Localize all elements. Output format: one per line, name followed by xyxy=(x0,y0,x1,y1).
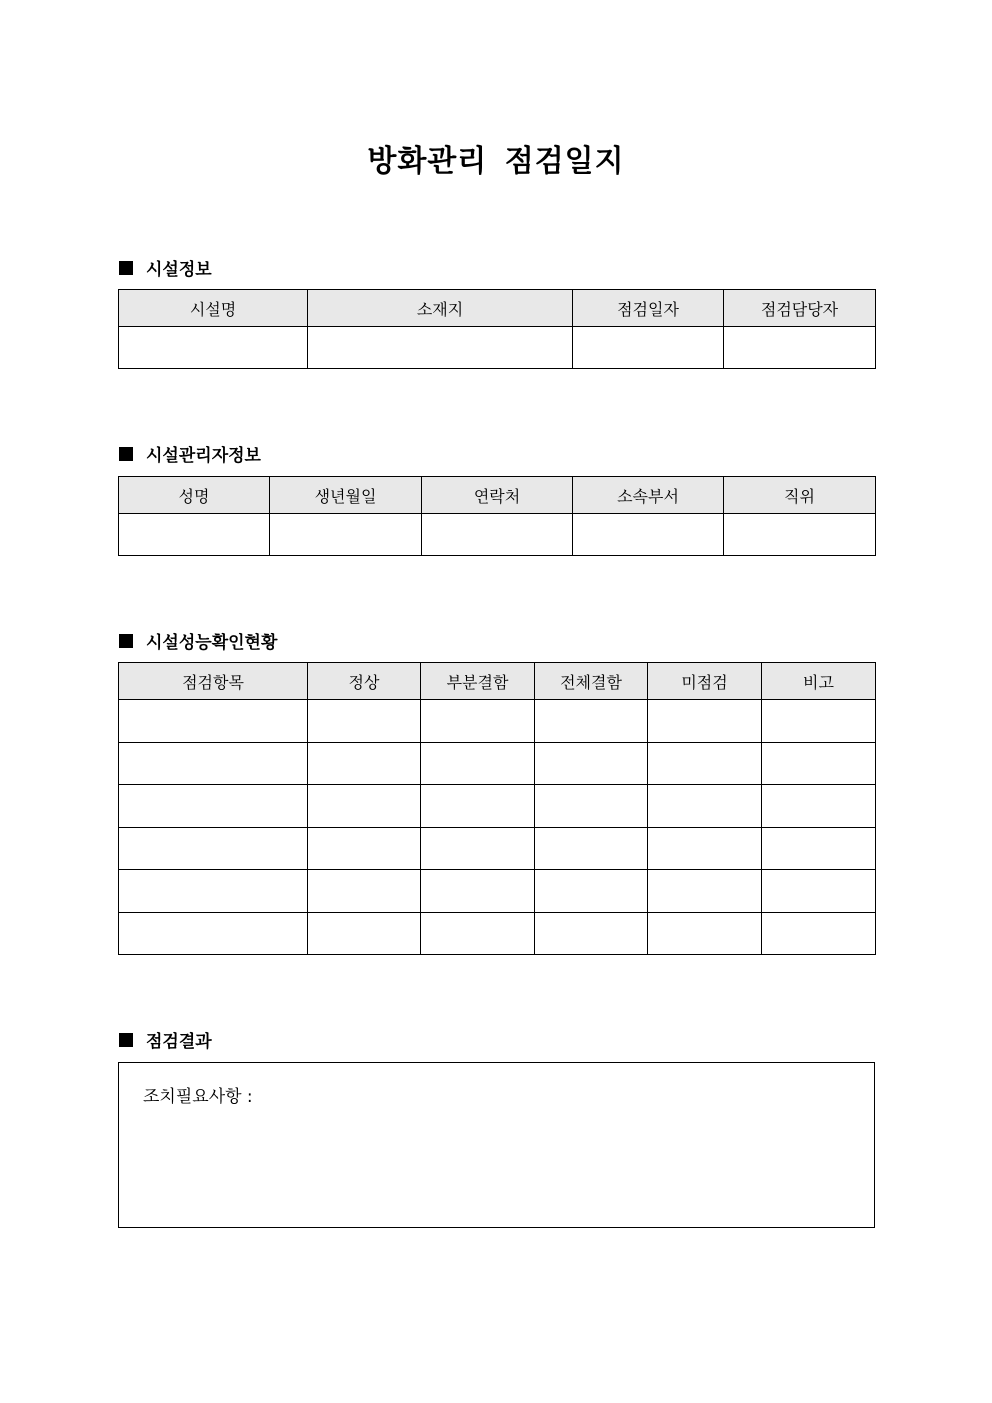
input-cell[interactable] xyxy=(119,327,308,369)
input-cell[interactable] xyxy=(535,742,648,785)
column-header: 소재지 xyxy=(308,290,573,327)
table-row xyxy=(119,742,876,785)
input-cell[interactable] xyxy=(535,827,648,870)
input-cell[interactable] xyxy=(762,785,876,828)
input-cell[interactable] xyxy=(762,912,876,955)
input-cell[interactable] xyxy=(421,785,535,828)
result-text-area[interactable] xyxy=(118,1062,875,1228)
input-cell[interactable] xyxy=(308,827,421,870)
action-required-label: 조치필요사항 : xyxy=(143,1087,253,1107)
column-header: 정상 xyxy=(308,663,421,700)
input-cell[interactable] xyxy=(573,327,724,369)
column-header: 전체결함 xyxy=(535,663,648,700)
performance-check-table xyxy=(118,662,876,955)
input-cell[interactable] xyxy=(421,912,535,955)
column-header: 생년월일 xyxy=(270,477,422,514)
input-cell[interactable] xyxy=(648,785,762,828)
table-row xyxy=(119,912,876,955)
column-header: 부분결함 xyxy=(421,663,535,700)
section-heading-label: 시설성능확인현황 xyxy=(146,633,278,653)
column-header: 미점검 xyxy=(648,663,762,700)
input-cell[interactable] xyxy=(119,827,308,870)
square-bullet-icon xyxy=(119,261,133,275)
input-cell[interactable] xyxy=(270,514,422,556)
table-row xyxy=(119,514,876,556)
column-header: 점검항목 xyxy=(119,663,308,700)
input-cell[interactable] xyxy=(119,870,308,913)
table-row xyxy=(119,827,876,870)
input-cell[interactable] xyxy=(762,700,876,743)
table-row xyxy=(119,785,876,828)
input-cell[interactable] xyxy=(308,785,421,828)
square-bullet-icon xyxy=(119,447,133,461)
input-cell[interactable] xyxy=(535,870,648,913)
input-cell[interactable] xyxy=(724,327,876,369)
table-row xyxy=(119,870,876,913)
input-cell[interactable] xyxy=(535,700,648,743)
section-heading-result xyxy=(119,1027,212,1052)
input-cell[interactable] xyxy=(421,742,535,785)
input-cell[interactable] xyxy=(762,827,876,870)
table-row xyxy=(119,700,876,743)
section-heading-label: 시설관리자정보 xyxy=(146,446,261,466)
input-cell[interactable] xyxy=(648,912,762,955)
column-header: 점검일자 xyxy=(573,290,724,327)
input-cell[interactable] xyxy=(724,514,876,556)
input-cell[interactable] xyxy=(308,912,421,955)
input-cell[interactable] xyxy=(762,870,876,913)
column-header: 소속부서 xyxy=(573,477,724,514)
table-row xyxy=(119,327,876,369)
manager-info-table xyxy=(118,476,876,556)
column-header: 연락처 xyxy=(422,477,573,514)
input-cell[interactable] xyxy=(421,827,535,870)
table-header-row xyxy=(119,477,876,514)
input-cell[interactable] xyxy=(119,785,308,828)
input-cell[interactable] xyxy=(119,700,308,743)
input-cell[interactable] xyxy=(421,700,535,743)
input-cell[interactable] xyxy=(422,514,573,556)
page-title: 방화관리 점검일지 xyxy=(367,144,625,179)
column-header: 시설명 xyxy=(119,290,308,327)
column-header: 비고 xyxy=(762,663,876,700)
section-heading-performance xyxy=(119,628,277,653)
table-header-row xyxy=(119,290,876,327)
section-heading-label: 점검결과 xyxy=(146,1032,212,1052)
input-cell[interactable] xyxy=(308,700,421,743)
square-bullet-icon xyxy=(119,1033,133,1047)
square-bullet-icon xyxy=(119,634,133,648)
input-cell[interactable] xyxy=(648,827,762,870)
input-cell[interactable] xyxy=(119,912,308,955)
input-cell[interactable] xyxy=(421,870,535,913)
input-cell[interactable] xyxy=(119,742,308,785)
input-cell[interactable] xyxy=(119,514,270,556)
column-header: 점검담당자 xyxy=(724,290,876,327)
column-header: 직위 xyxy=(724,477,876,514)
input-cell[interactable] xyxy=(308,327,573,369)
table-header-row xyxy=(119,663,876,700)
section-heading-label: 시설정보 xyxy=(146,260,212,280)
input-cell[interactable] xyxy=(308,742,421,785)
section-heading-facility xyxy=(119,255,212,280)
input-cell[interactable] xyxy=(535,912,648,955)
facility-info-table xyxy=(118,289,876,369)
input-cell[interactable] xyxy=(573,514,724,556)
input-cell[interactable] xyxy=(762,742,876,785)
section-heading-manager xyxy=(119,441,261,466)
input-cell[interactable] xyxy=(648,742,762,785)
input-cell[interactable] xyxy=(308,870,421,913)
input-cell[interactable] xyxy=(648,870,762,913)
input-cell[interactable] xyxy=(648,700,762,743)
column-header: 성명 xyxy=(119,477,270,514)
input-cell[interactable] xyxy=(535,785,648,828)
